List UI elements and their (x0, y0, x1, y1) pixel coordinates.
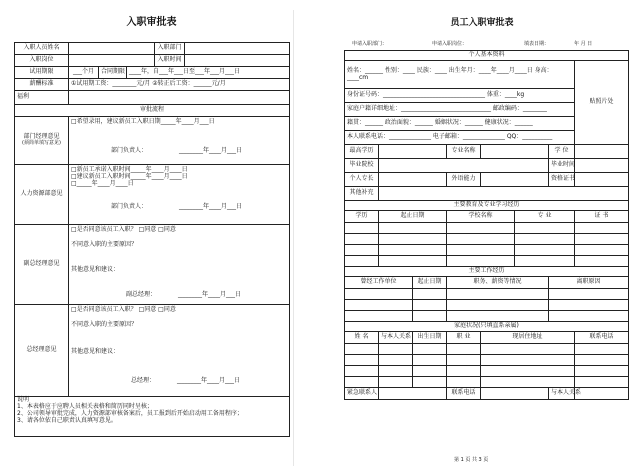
gm-opinion-label: 总经理意见 (15, 305, 69, 397)
field-pos[interactable] (69, 55, 155, 67)
basic-info-header: 个人基本资料 (345, 51, 629, 61)
label-school: 毕业院校 (345, 159, 379, 173)
label-name: 入职人员姓名 (15, 43, 69, 55)
basic-row-contact[interactable]: 本人联系电话：______________ 电子邮箱：______________ QQ：__________ (345, 131, 575, 145)
right-entry-table (344, 50, 629, 400)
family-col-3: 职 业 (447, 332, 481, 344)
family-col-0: 姓 名 (345, 332, 379, 344)
table-row[interactable] (345, 234, 629, 245)
label-emergency-tel: 联系电话 (447, 388, 481, 400)
dept-opinion-field[interactable]: □希望录用，建议新员工入职日期_____年____月___日 部门负责人： ________年____月___日 (69, 117, 290, 165)
hr-opinion-field[interactable]: □新员工承诺入职时间_____年____月____日 □建议新员工入职时间_____年____月____日 □_____年____月____日 部门负责人： ________年____月___日 (69, 165, 290, 225)
table-row[interactable] (345, 245, 629, 256)
work-col-0: 曾经工作单位 (345, 277, 413, 289)
gm-opinion-field[interactable]: □是否同意该员工入职？ □同意 □同意 不同意入职的主要原因？ 其他意见和建议： 总经理： ________年____月___日 (69, 305, 290, 397)
right-form-page (334, 10, 630, 466)
field-emergency-tel[interactable] (481, 388, 549, 400)
right-form-title: 员工入职审批表 (450, 18, 514, 28)
apply-pos-label: 申请入职岗位： (432, 41, 468, 47)
label-other: 其他补充 (345, 187, 379, 201)
table-row[interactable] (345, 377, 629, 388)
edu-section-header: 主要教育及专业学习经历 (345, 201, 629, 211)
label-major: 专业名称 (447, 145, 481, 159)
table-row[interactable] (345, 355, 629, 366)
family-col-4: 现居住地址 (481, 332, 575, 344)
basic-row-status[interactable]: 籍贯：______ 政治面貌：______ 婚姻状况：______ 健康状况：______ (345, 117, 575, 131)
label-emergency: 紧急联系人 (345, 388, 379, 400)
field-welfare[interactable] (69, 91, 290, 105)
label-salary: 薪酬标准 (15, 79, 69, 91)
table-row[interactable] (345, 311, 629, 322)
left-approval-table (14, 42, 290, 437)
field-school[interactable] (379, 159, 549, 173)
label-welfare: 福利 (15, 91, 69, 105)
page-footer: 第 1 页 共 3 页 (454, 457, 489, 463)
label-trial: 试用期限 (15, 67, 69, 79)
field-trial[interactable]: ___个月 (69, 67, 99, 79)
edu-col-4: 证 书 (575, 211, 629, 223)
table-row[interactable] (345, 300, 629, 311)
work-col-2: 职务、薪资等情况 (447, 277, 549, 289)
fill-date-label: 填表日期： (524, 41, 550, 47)
table-row[interactable] (345, 256, 629, 267)
left-form-page (10, 10, 294, 466)
vp-opinion-field[interactable]: □是否同意该员工入职？ □同意 □同意 不同意入职的主要原因？ 其他意见和建议： 副总经理： ________年____月___日 (69, 225, 290, 305)
label-specialty: 个人专长 (345, 173, 379, 187)
work-col-3: 离职原因 (549, 277, 629, 289)
field-name[interactable] (69, 43, 155, 55)
hr-opinion-label: 人力资源部意见 (15, 165, 69, 225)
label-degree: 学 位 (549, 145, 575, 159)
edu-col-0: 学历 (345, 211, 379, 223)
apply-dept-label: 申请入职部门： (352, 41, 388, 47)
field-other[interactable] (379, 187, 629, 201)
label-contract: 合同期限 (99, 67, 127, 79)
label-gradtime: 毕业时间 (549, 159, 575, 173)
field-emergency[interactable] (379, 388, 447, 400)
label-time: 入职时间 (155, 55, 185, 67)
field-degree[interactable] (575, 145, 629, 159)
fill-date-value: 年 月 日 (574, 41, 593, 47)
family-section-header: 家庭状况(只填直系亲属) (345, 322, 629, 332)
field-edu[interactable] (379, 145, 447, 159)
edu-col-2: 学校名称 (447, 211, 515, 223)
work-section-header: 主要工作经历 (345, 267, 629, 277)
dept-opinion-label: 部门经理意见 (须简单填写意见) (15, 117, 69, 165)
table-row[interactable] (345, 289, 629, 300)
family-col-5: 联系电话 (575, 332, 629, 344)
label-emergency-rel: 与本人关系 (549, 388, 575, 400)
vp-opinion-label: 副总经理意见 (15, 225, 69, 305)
flow-header: 审批流程 (15, 105, 290, 117)
label-dept: 入职部门 (155, 43, 185, 55)
field-emergency-rel[interactable] (575, 388, 629, 400)
table-row[interactable] (345, 344, 629, 355)
field-major[interactable] (481, 145, 549, 159)
label-cert: 资格证书 (549, 173, 575, 187)
field-foreign[interactable] (481, 173, 549, 187)
edu-col-1: 起止日期 (379, 211, 447, 223)
field-contract[interactable]: ____年，自___年___日至___年___月___日 (127, 67, 290, 79)
table-row[interactable] (345, 223, 629, 234)
field-cert[interactable] (575, 173, 629, 187)
photo-slot[interactable]: 贴照片处 (575, 61, 629, 145)
field-time[interactable] (185, 55, 290, 67)
basic-row-addr[interactable]: 家庭户籍详细地址：______________________________ 邮政编码：________ (345, 103, 575, 117)
table-row[interactable] (345, 366, 629, 377)
label-pos: 入职岗位 (15, 55, 69, 67)
label-edu: 最高学历 (345, 145, 379, 159)
edu-col-3: 专 业 (515, 211, 575, 223)
work-col-1: 起止日期 (413, 277, 447, 289)
family-col-2: 出生日期 (413, 332, 447, 344)
field-gradtime[interactable] (575, 159, 629, 173)
basic-row-id[interactable]: 身份证号码：__________________________________ 体重：____kg (345, 89, 575, 103)
field-dept[interactable] (185, 43, 290, 55)
family-col-1: 与本人关系 (379, 332, 413, 344)
field-specialty[interactable] (379, 173, 447, 187)
basic-row-name[interactable]: 姓名：______ 性别：____ 民族：____ 出生年月：____年____月____日 身高：____cm (345, 61, 575, 89)
left-form-title: 入职审批表 (126, 17, 177, 28)
label-foreign: 外语能力 (447, 173, 481, 187)
notes-block: 说明 1、本表格应于应聘人员相关表格和简历同时呈核； 2、公司领导审批完成，人力资源部审核备案后，员工报到后开始启动用工备用程序； 3、请各位依自己职责认真填写意见。 (15, 397, 290, 437)
field-salary[interactable]: ①试用期工资：________元/月 ②转正后工资：______元/月 (69, 79, 290, 91)
